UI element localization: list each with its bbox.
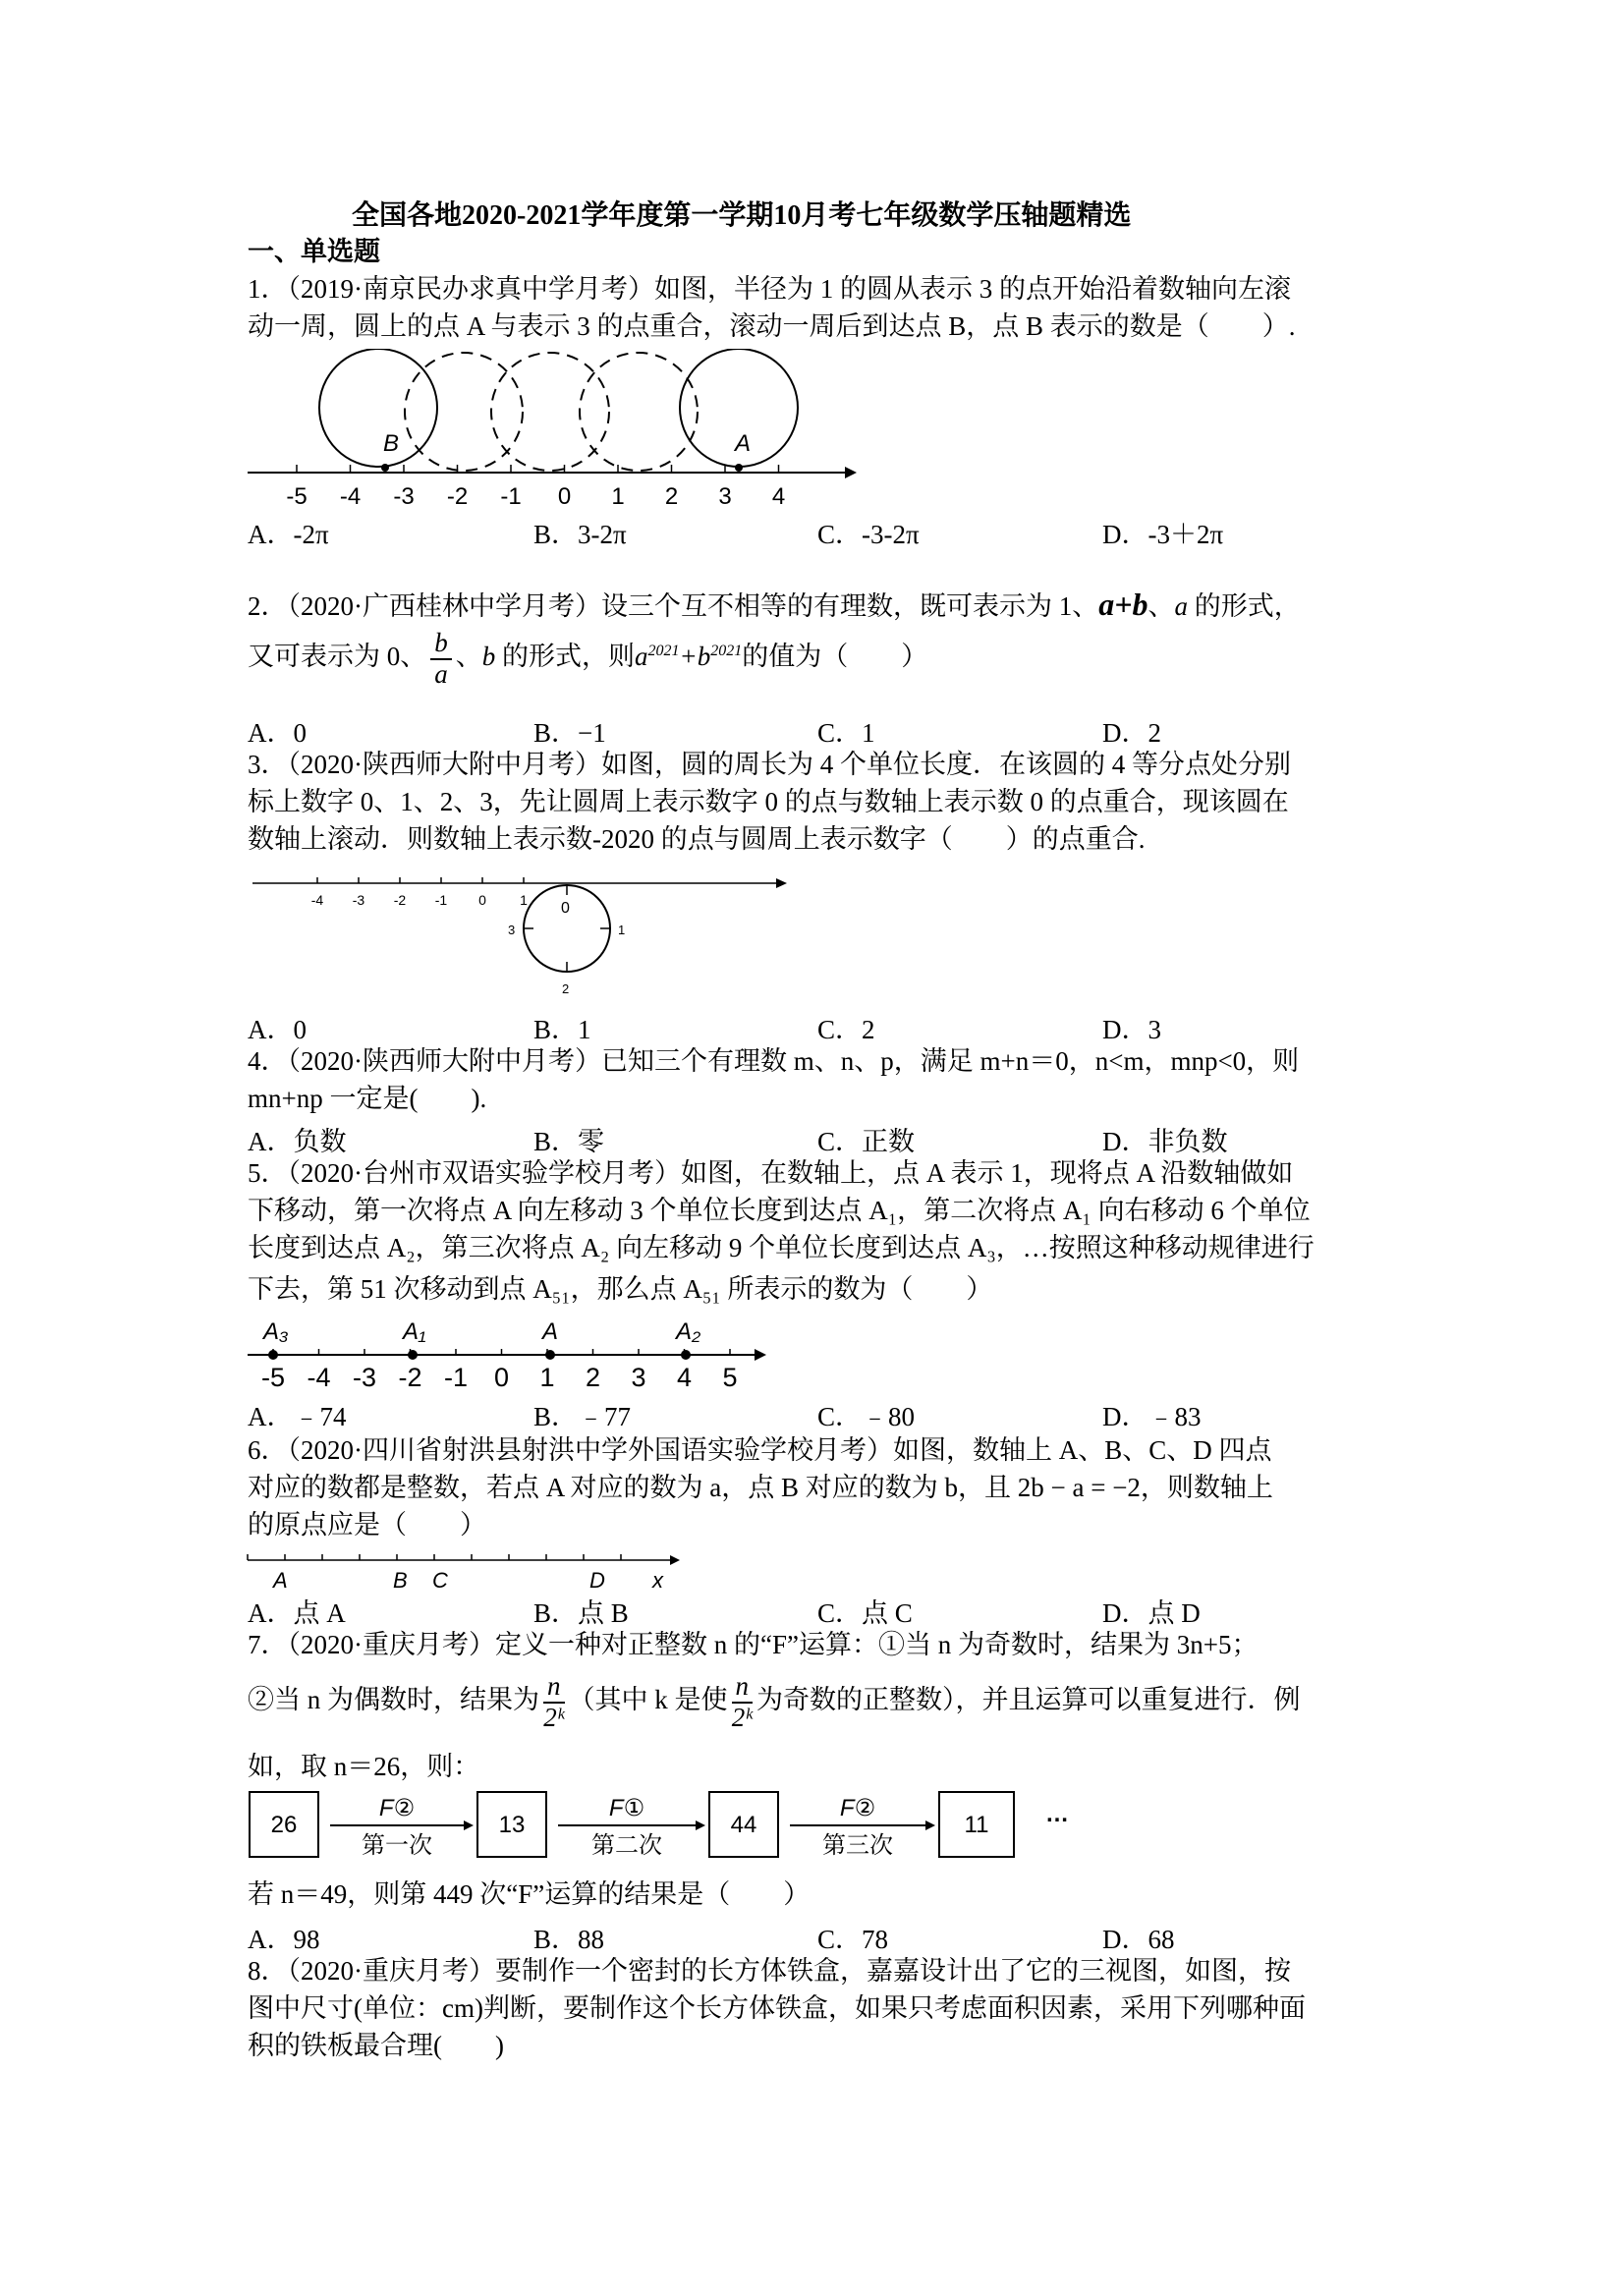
q3-tick-label: -1: [434, 892, 448, 908]
q7-option-b[interactable]: B．88: [533, 1925, 605, 1954]
q6-text-line3: 的原点应是（ ）: [248, 1510, 486, 1540]
q5-tick-label: 3: [631, 1363, 646, 1392]
q2-line2-sep: 、: [455, 641, 482, 671]
q2-text-line2: [248, 629, 927, 689]
q5-tick-label: 0: [493, 1363, 510, 1392]
q5-tick-label: 4: [676, 1363, 693, 1392]
q3-text-line1: 3．（2020·陕西师大附中月考）如图，圆的周长为 4 个单位长度．在该圆的 4 等分点处分别: [248, 750, 1291, 779]
q5-tick-label: 5: [722, 1363, 738, 1392]
q2-power-expression: $a^{2021}+b^{2021}$: [635, 641, 743, 671]
q7-op-3: F②: [839, 1795, 876, 1821]
q5-point-a: [545, 1350, 555, 1360]
q3-circle-label-1: 1: [618, 923, 626, 937]
q5-label-a1: A₁: [403, 1318, 426, 1345]
q1-rolling-circle-figure: [246, 349, 865, 516]
q2-line1-start: 2．（2020·广西桂林中学月考）设三个互不相等的有理数，既可表示为 1、: [248, 591, 1099, 621]
q5-option-d[interactable]: D．﹣83: [1102, 1402, 1202, 1431]
q4-option-a[interactable]: A．负数: [248, 1127, 347, 1156]
q6-option-b[interactable]: B．点 B: [533, 1598, 629, 1628]
q2-line2-end: 的值为（ ）: [742, 641, 928, 671]
q7-f-operation-flow-figure: [246, 1788, 1110, 1867]
q3-circle-label-2: 2: [562, 981, 570, 996]
q3-tick-label: 1: [520, 892, 528, 908]
q2-line1-sep: 、: [1147, 591, 1175, 621]
q7-option-a[interactable]: A．98: [248, 1925, 320, 1954]
q3-text-line2: 标上数字 0、1、2、3，先让圆周上表示数字 0 的点与数轴上表示数 0 的点重合，现该圆在: [248, 787, 1289, 816]
q5-tick-label: -2: [398, 1363, 422, 1392]
q5-option-c[interactable]: C．﹣80: [817, 1402, 916, 1431]
q4-text-line1: 4．（2020·陕西师大附中月考）已知三个有理数 m、n、p，满足 m+n＝0，n<m，mnp<0，则: [248, 1046, 1300, 1076]
q7-frac2-numerator: n: [732, 1672, 754, 1704]
q1-tick-label: 0: [557, 483, 572, 510]
q7-box-3-value: 44: [730, 1812, 757, 1838]
q3-circle-label-3: 3: [508, 923, 516, 937]
q5-text-line4: 下去，第 51 次移动到点 A₅₁，那么点 A₅₁ 所表示的数为（ ）: [248, 1274, 993, 1304]
q2-fraction-b-over-a: [430, 629, 452, 689]
q2-line1-end: 的形式，: [1194, 591, 1301, 621]
q5-numberline-figure: [246, 1310, 776, 1398]
q6-label-b: B: [393, 1568, 408, 1593]
q5-label-a: A: [542, 1318, 559, 1345]
q7-line2-mid: （其中 k 是使: [568, 1684, 728, 1714]
q5-tick-label: 1: [539, 1363, 555, 1392]
q2-option-c[interactable]: C．1: [817, 718, 875, 748]
q8-text-line3: 积的铁板最合理( ): [248, 2031, 504, 2060]
q6-option-a[interactable]: A．点 A: [248, 1598, 346, 1628]
q1-tick-label: -2: [446, 483, 469, 510]
q7-text-line4: 若 n＝49，则第 449 次“F”运算的结果是（ ）: [248, 1879, 811, 1909]
q2-frac-numerator: b: [430, 629, 452, 660]
q3-circle: [524, 885, 610, 972]
q3-option-b[interactable]: B．1: [533, 1015, 591, 1044]
q2-option-a[interactable]: A．0: [248, 718, 307, 748]
q2-expr-a-plus-b: a+b: [1098, 587, 1148, 622]
q7-ellipsis: …: [1045, 1801, 1069, 1827]
q1-circle-dashed-1: [405, 353, 523, 471]
q6-text-line2: 对应的数都是整数，若点 A 对应的数为 a，点 B 对应的数为 b，且 2b − a = −2，则数轴上: [248, 1473, 1273, 1502]
q4-text-line2: mn+np 一定是( ).: [248, 1084, 487, 1113]
q6-text-line1: 6．（2020·四川省射洪县射洪中学外国语实验学校月考）如图，数轴上 A、B、C、D 四点: [248, 1435, 1272, 1465]
q6-label-d: D: [589, 1568, 605, 1593]
q7-step-3: 第三次: [822, 1832, 893, 1859]
q2-text-line1: [248, 586, 1301, 623]
q7-box-4-value: 11: [964, 1812, 989, 1838]
q3-text-line3: 数轴上滚动．则数轴上表示数-2020 的点与圆周上表示数字（ ）的点重合.: [248, 824, 1146, 854]
q3-circle-label-0: 0: [561, 900, 570, 917]
q2-line2-start: 又可表示为 0、: [248, 641, 427, 671]
q2-option-b[interactable]: B．−1: [533, 718, 606, 748]
q7-fraction-n-over-2k: [543, 1672, 565, 1732]
q7-text-line2: [248, 1672, 1301, 1732]
q1-text-line1: 1．（2019·南京民办求真中学月考）如图，半径为 1 的圆从表示 3 的点开始沿着数轴向左滚: [248, 274, 1291, 304]
q1-option-a[interactable]: A．-2π: [248, 520, 329, 549]
q5-point-a3: [268, 1350, 278, 1360]
q5-label-a2: A₂: [676, 1318, 701, 1345]
q3-option-c[interactable]: C．2: [817, 1015, 875, 1044]
q1-tick-label: 4: [771, 483, 786, 510]
q3-tick-label: -2: [393, 892, 407, 908]
q5-option-a[interactable]: A．﹣74: [248, 1402, 347, 1431]
q6-option-d[interactable]: D．点 D: [1102, 1598, 1201, 1628]
q7-option-d[interactable]: D．68: [1102, 1925, 1175, 1954]
q2-line2-mid: 的形式，则: [502, 641, 635, 671]
q2-var-b: b: [481, 641, 496, 671]
q3-option-d[interactable]: D．3: [1102, 1015, 1161, 1044]
q1-text-line2: 动一周，圆上的点 A 与表示 3 的点重合，滚动一周后到达点 B，点 B 表示的数是（ ）.: [248, 311, 1296, 341]
q4-option-b[interactable]: B．零: [533, 1127, 605, 1156]
q1-tick-label: -3: [393, 483, 415, 510]
q3-tick-label: -3: [352, 892, 365, 908]
q5-tick-label: -1: [443, 1363, 469, 1392]
q1-label-b: B: [383, 430, 400, 457]
q5-tick-label: 2: [585, 1363, 601, 1392]
q1-circle-dashed-2: [491, 353, 609, 471]
q1-tick-label: -1: [500, 483, 522, 510]
q7-line2-end: 为奇数的正整数），并且运算可以重复进行．例: [756, 1684, 1301, 1714]
q8-text-line1: 8．（2020·重庆月考）要制作一个密封的长方体铁盒，嘉嘉设计出了它的三视图，如图，按: [248, 1956, 1291, 1986]
q7-step-2: 第二次: [591, 1832, 662, 1859]
q5-text-line2: 下移动，第一次将点 A 向左移动 3 个单位长度到达点 A₁，第二次将点 A₁ 向右移动 6 个单位: [248, 1196, 1311, 1225]
q7-option-c[interactable]: C．78: [817, 1925, 889, 1954]
q1-option-b[interactable]: B．3-2π: [533, 520, 627, 549]
q2-var-a: a: [1174, 591, 1188, 621]
q5-option-b[interactable]: B．﹣77: [533, 1402, 632, 1431]
section-heading: 一、单选题: [248, 237, 380, 266]
q5-point-a2: [681, 1350, 691, 1360]
q1-option-c[interactable]: C．-3-2π: [817, 520, 920, 549]
q5-tick-label: -3: [352, 1363, 377, 1392]
q4-option-d[interactable]: D．非负数: [1102, 1127, 1228, 1156]
q6-option-c[interactable]: C．点 C: [817, 1598, 913, 1628]
q4-option-c[interactable]: C．正数: [817, 1127, 916, 1156]
q6-label-c: C: [432, 1568, 448, 1593]
q7-fraction-n-over-2k-2: [732, 1672, 754, 1732]
q7-step-1: 第一次: [362, 1832, 432, 1859]
q7-frac-denominator: 2ᵏ: [543, 1702, 565, 1732]
q1-label-a: A: [735, 430, 752, 457]
q5-label-a3: A₃: [263, 1318, 289, 1345]
q3-option-a[interactable]: A．0: [248, 1015, 307, 1044]
q1-tick-label: -5: [286, 483, 308, 510]
q1-tick-label: 3: [718, 483, 732, 510]
q8-text-line2: 图中尺寸(单位：cm)判断，要制作这个长方体铁盒，如果只考虑面积因素，采用下列哪种面: [248, 1993, 1306, 2023]
q7-box-2-value: 13: [498, 1812, 526, 1838]
q1-circle-start: [319, 349, 437, 467]
q3-circle-numberline-figure: [251, 869, 801, 1007]
q5-tick-label: -4: [307, 1363, 331, 1392]
q7-line2-start: ②当 n 为偶数时，结果为: [248, 1684, 539, 1714]
q7-frac-numerator: n: [543, 1672, 565, 1704]
q7-text-line1: 7．（2020·重庆月考）定义一种对正整数 n 的“F”运算：①当 n 为奇数时，结果为 3n+5；: [248, 1630, 1259, 1659]
q7-op-2: F①: [608, 1795, 645, 1821]
q1-point-a: [735, 464, 743, 472]
q5-text-line1: 5．（2020·台州市双语实验学校月考）如图，在数轴上，点 A 表示 1，现将点 A 沿数轴做如: [248, 1158, 1294, 1188]
q1-tick-label: 1: [611, 483, 625, 510]
q7-op-1: F②: [378, 1795, 416, 1821]
q1-point-b: [381, 464, 389, 472]
q3-tick-label: -4: [310, 892, 324, 908]
q2-option-d[interactable]: D．2: [1102, 718, 1161, 748]
q1-tick-label: -4: [339, 483, 362, 510]
q7-frac2-denominator: 2ᵏ: [731, 1702, 753, 1732]
q7-text-line3: 如，取 n＝26，则：: [248, 1752, 480, 1781]
q2-frac-denominator: a: [434, 658, 448, 689]
q6-label-x: x: [652, 1568, 663, 1593]
page-title: 全国各地2020-2021学年度第一学期10月考七年级数学压轴题精选: [352, 200, 1132, 231]
q7-box-1-value: 26: [270, 1812, 298, 1838]
q1-option-d[interactable]: D．-3＋2π: [1102, 520, 1224, 549]
q5-point-a1: [408, 1350, 418, 1360]
q1-tick-label: 2: [664, 483, 679, 510]
q6-label-a: A: [273, 1568, 288, 1593]
q5-tick-label: -5: [260, 1363, 286, 1392]
q3-tick-label: 0: [478, 892, 486, 908]
q5-text-line3: 长度到达点 A₂，第三次将点 A₂ 向左移动 9 个单位长度到达点 A₃，…按照这种移动规律进行: [248, 1233, 1315, 1262]
